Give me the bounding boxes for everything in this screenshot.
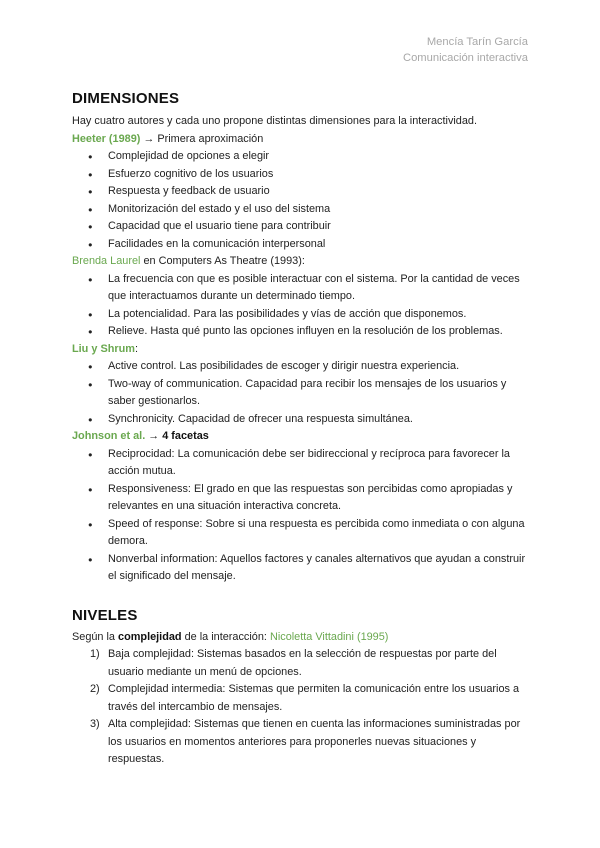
niveles-intro-mid: de la interacción: <box>181 630 270 643</box>
laurel-list <box>72 271 532 341</box>
laurel-heading <box>72 253 532 271</box>
list-item-text: Baja complejidad: Sistemas basados en la selección de respuestas por parte del usuario mediante un menú de opciones. <box>108 648 497 678</box>
author-johnson: Johnson et al. <box>72 430 146 442</box>
header-author: Mencía Tarín García <box>426 36 528 48</box>
list-item: ● La potencialidad. Para las posibilidades y vías de acción que disponemos. <box>72 306 532 324</box>
list-item: ● Responsiveness: El grado en que las respuestas son percibidas como apropiadas y relevantes en una situación interactiva concreta. <box>72 481 532 516</box>
heeter-heading-rest: → Primera aproximación <box>140 132 264 145</box>
johnson-list <box>72 446 532 586</box>
list-item: ● Capacidad que el usuario tiene para contribuir <box>72 218 532 236</box>
list-item: ● Respuesta y feedback de usuario <box>72 183 532 201</box>
list-item: ● Two-way of communication. Capacidad para recibir los mensajes de los usuarios y saber gestionarlos. <box>72 376 532 411</box>
niveles-intro <box>72 629 532 647</box>
author-liu-shrum: Liu y Shrum <box>72 342 135 355</box>
list-number: 1) <box>90 648 100 660</box>
list-item-text: Alta complejidad: Sistemas que tienen en cuenta las informaciones suministradas por los usuarios en momentos anteriores para proponerles nuevas situaciones y respuestas. <box>108 718 521 765</box>
list-item: ● Nonverbal information: Aquellos factores y canales alternativos que ayudan a construir el significado del mensaje. <box>72 551 532 586</box>
list-number: 3) <box>90 718 100 730</box>
johnson-facetas: 4 facetas <box>162 430 209 442</box>
johnson-heading <box>72 428 532 446</box>
liu-list <box>72 358 532 428</box>
johnson-arrow: → <box>145 430 163 442</box>
header-subject: Comunicación interactiva <box>403 51 528 64</box>
list-item: ● Esfuerzo cognitivo de los usuarios <box>72 166 532 184</box>
list-item <box>72 646 532 681</box>
niveles-intro-pre: Según la <box>72 630 119 643</box>
list-item: ● Monitorización del estado y el uso del sistema <box>72 201 532 219</box>
liu-heading <box>72 341 532 359</box>
liu-heading-rest: : <box>134 342 138 355</box>
list-item: ● Active control. Las posibilidades de escoger y dirigir nuestra experiencia. <box>72 358 532 376</box>
document-body <box>72 89 532 769</box>
list-number: 2) <box>90 683 100 695</box>
list-item: ● Relieve. Hasta qué punto las opciones influyen en la resolución de los problemas. <box>72 323 532 341</box>
section-title-dimensiones: DIMENSIONES <box>72 90 180 107</box>
list-item: ● Facilidades en la comunicación interpersonal <box>72 236 532 254</box>
list-item: ● Speed of response: Sobre si una respuesta es percibida como inmediata o con alguna demora. <box>72 516 532 551</box>
list-item <box>72 716 532 769</box>
heeter-list <box>72 148 532 253</box>
dimensiones-intro: Hay cuatro autores y cada uno propone distintas dimensiones para la interactividad. <box>72 115 478 127</box>
list-item: ● Synchronicity. Capacidad de ofrecer una respuesta simultánea. <box>72 411 532 429</box>
author-vittadini: Nicoletta Vittadini (1995) <box>269 630 389 643</box>
list-item <box>72 681 532 716</box>
author-heeter: Heeter (1989) <box>72 132 141 145</box>
list-item-text: Complejidad intermedia: Sistemas que permiten la comunicación entre los usuarios a través del intercambio de mensajes. <box>108 683 520 713</box>
section-title-niveles: NIVELES <box>72 606 138 624</box>
niveles-intro-bold: complejidad <box>118 630 182 643</box>
heeter-heading <box>72 131 532 149</box>
laurel-heading-rest: en Computers As Theatre (1993): <box>140 255 305 267</box>
list-item: ● Reciprocidad: La comunicación debe ser bidireccional y recíproca para favorecer la acción mutua. <box>72 446 532 481</box>
page-header <box>403 35 528 66</box>
list-item: ● Complejidad de opciones a elegir <box>72 148 532 166</box>
niveles-list <box>72 646 532 769</box>
list-item: ● La frecuencia con que es posible interactuar con el sistema. Por la cantidad de veces que interactuamos durante un determinado tiempo. <box>72 271 532 306</box>
author-laurel: Brenda Laurel <box>72 255 141 267</box>
